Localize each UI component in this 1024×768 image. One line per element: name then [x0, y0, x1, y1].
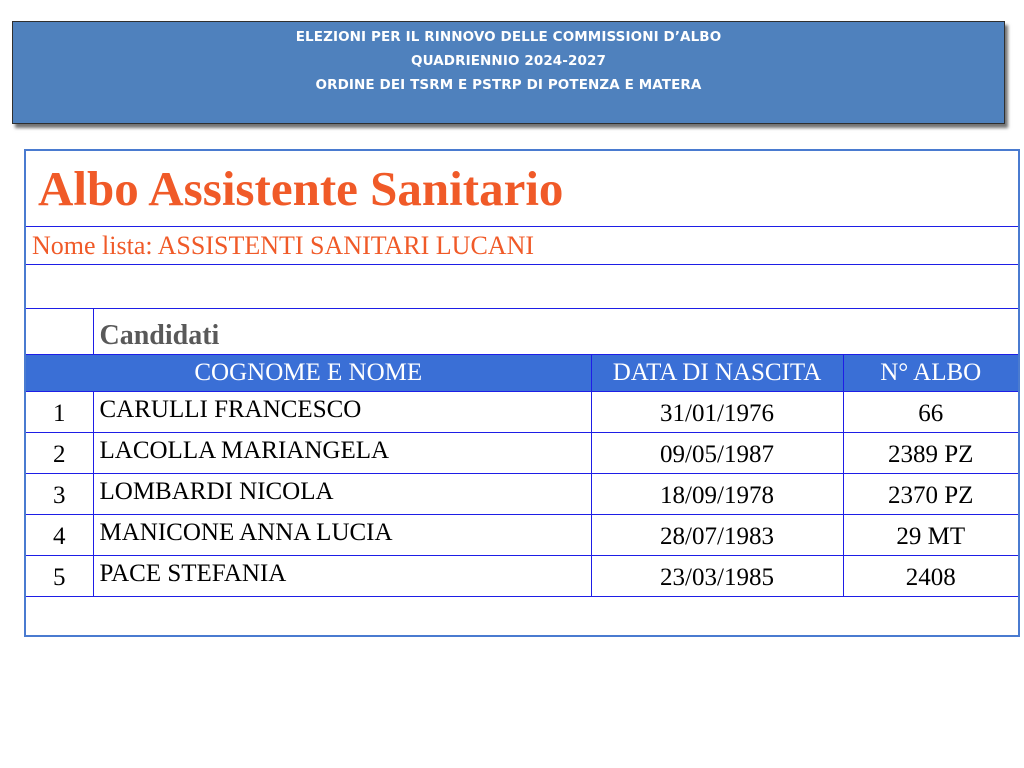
election-header-banner	[12, 21, 1005, 124]
table-row	[25, 515, 1019, 556]
header-line-2: QUADRIENNIO 2024-2027	[411, 53, 606, 69]
header-line-3: ORDINE DEI TSRM E PSTRP DI POTENZA E MATERA	[315, 77, 702, 93]
candidate-name: MANICONE ANNA LUCIA	[93, 515, 591, 556]
header-line-1: ELEZIONI PER IL RINNOVO DELLE COMMISSIONI D’ALBO	[295, 29, 722, 45]
spacer-row	[25, 265, 1019, 309]
column-header-albo: N° ALBO	[843, 355, 1019, 392]
albo-number: 66	[843, 392, 1019, 433]
albo-number: 2408	[843, 556, 1019, 597]
table-row	[25, 556, 1019, 597]
row-number: 1	[25, 392, 93, 433]
candidates-table	[24, 149, 1020, 637]
candidate-name: CARULLI FRANCESCO	[93, 392, 591, 433]
page-title: Albo Assistente Sanitario	[25, 150, 1019, 227]
table-header-row	[25, 355, 1019, 392]
albo-number: 29 MT	[843, 515, 1019, 556]
row-number: 4	[25, 515, 93, 556]
table-row	[25, 433, 1019, 474]
row-number: 2	[25, 433, 93, 474]
birth-date: 18/09/1978	[591, 474, 843, 515]
albo-number: 2370 PZ	[843, 474, 1019, 515]
column-header-birth-date: DATA DI NASCITA	[591, 355, 843, 392]
birth-date: 09/05/1987	[591, 433, 843, 474]
table-row	[25, 392, 1019, 433]
candidates-label-spacer	[25, 309, 93, 355]
row-number: 5	[25, 556, 93, 597]
candidates-label: Candidati	[93, 309, 1019, 355]
list-name: Nome lista: ASSISTENTI SANITARI LUCANI	[25, 227, 1019, 265]
candidate-name: LOMBARDI NICOLA	[93, 474, 591, 515]
table-row	[25, 474, 1019, 515]
albo-number: 2389 PZ	[843, 433, 1019, 474]
candidate-name: LACOLLA MARIANGELA	[93, 433, 591, 474]
birth-date: 23/03/1985	[591, 556, 843, 597]
candidate-name: PACE STEFANIA	[93, 556, 591, 597]
birth-date: 31/01/1976	[591, 392, 843, 433]
footer-spacer-row	[25, 597, 1019, 637]
row-number: 3	[25, 474, 93, 515]
birth-date: 28/07/1983	[591, 515, 843, 556]
column-header-name: COGNOME E NOME	[25, 355, 591, 392]
